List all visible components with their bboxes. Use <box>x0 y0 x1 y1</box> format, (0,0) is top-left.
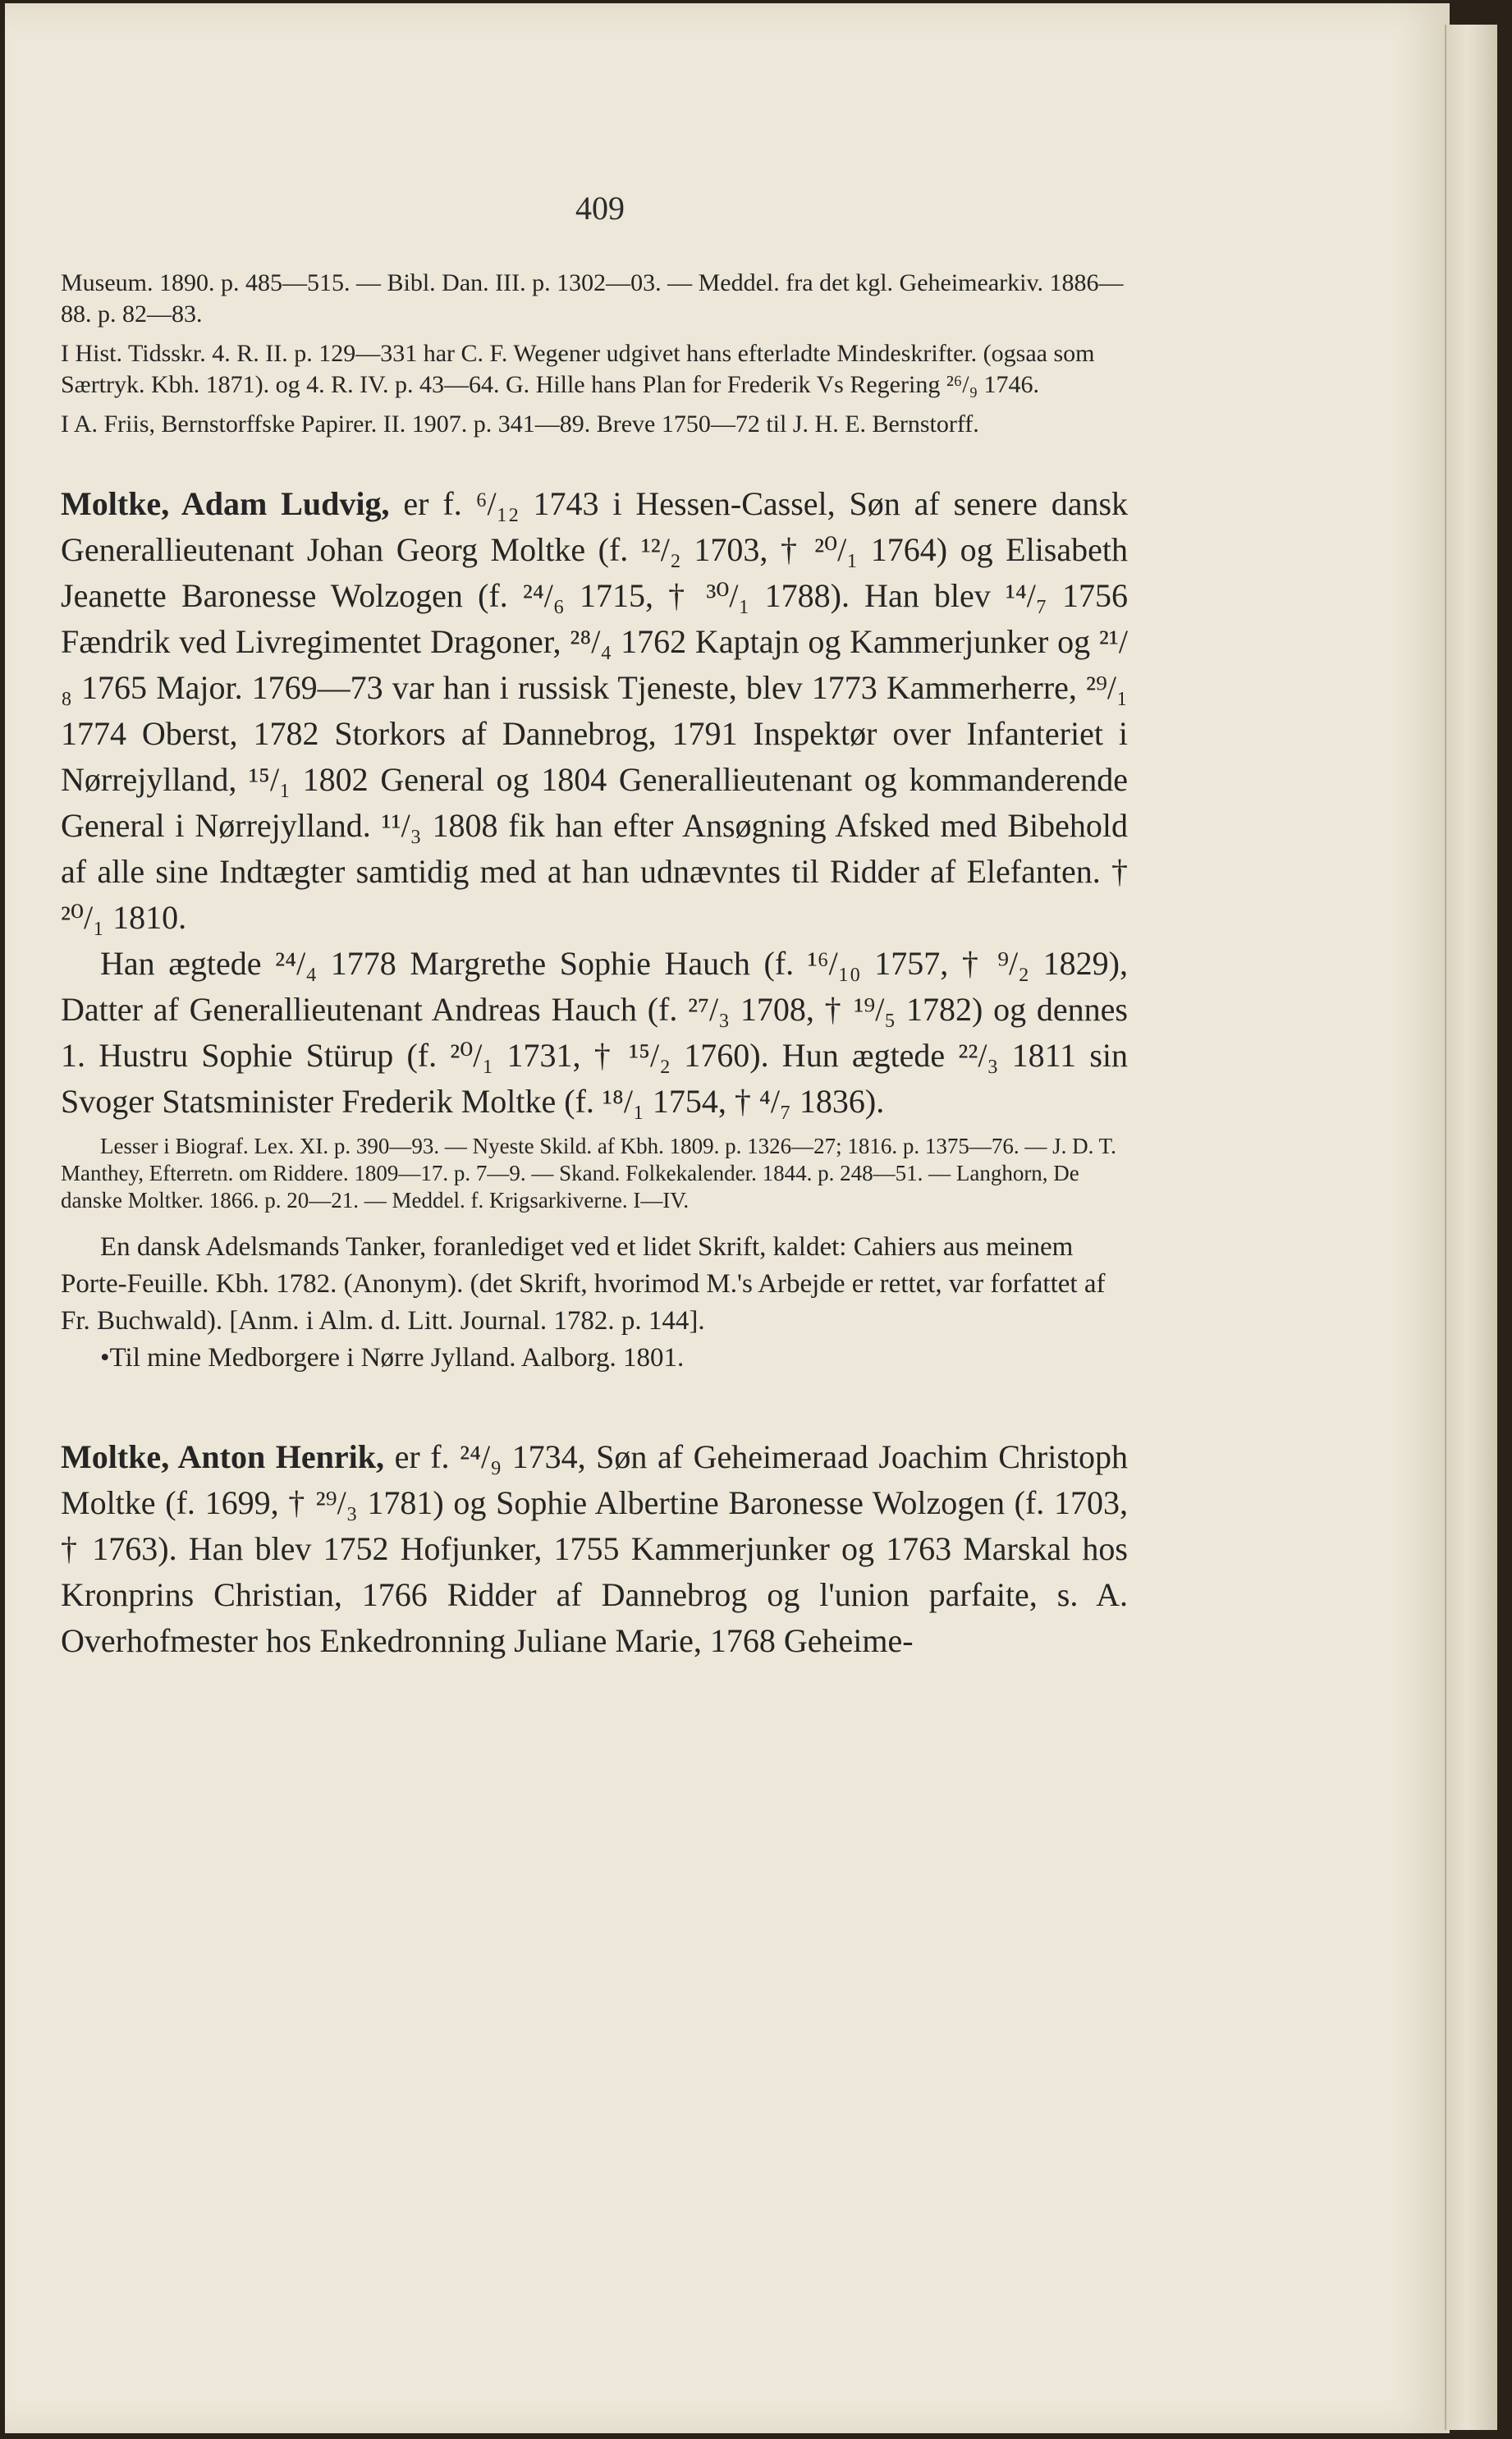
entry-adam-ludvig-bio-text: er f. ⁶/₁₂ 1743 i Hessen-Cassel, Søn af senere dansk Generallieutenant Johan Georg Moltke (f. ¹²/₂ 1703, † ²⁰/₁ 1764) og Elisabeth Jeanette Baronesse Wolzogen (f. ²⁴/₆ 1715, † ³⁰/₁ 1788). Han blev ¹⁴/₇ 1756 Fændrik ved Livregimentet Dragoner, ²⁸/₄ 1762 Kaptajn og Kammerjunker og ²¹/₈ 1765 Major. 1769—73 var han i russisk Tjeneste, blev 1773 Kammerherre, ²⁹/₁ 1774 Oberst, 1782 Storkors af Dannebrog, 1791 Inspektør over Infanteriet i Nørrejylland, ¹⁵/₁ 1802 General og 1804 Generallieutenant og kommanderende General i Nørrejylland. ¹¹/₃ 1808 fik han efter Ansøgning Afsked med Bibehold af alle sine Indtægter samtidig med at han udnævntes til Ridder af Elefanten. † ²⁰/₁ 1810. <box>61 485 1129 936</box>
entry-anton-henrik-name: Moltke, Anton Henrik, <box>61 1438 385 1475</box>
book-page <box>5 3 1450 2433</box>
entry-anton-henrik-bio <box>61 1434 1128 1664</box>
reference-paragraph-1: Museum. 1890. p. 485—515. — Bibl. Dan. III. p. 1302—03. — Meddel. fra det kgl. Geheimearkiv. 1886—88. p. 82—83. <box>61 269 1124 328</box>
page-edge <box>1445 25 1497 2430</box>
entry-adam-ludvig-name: Moltke, Adam Ludvig, <box>61 485 390 522</box>
entry-adam-ludvig-references: Lesser i Biograf. Lex. XI. p. 390—93. — Nyeste Skild. af Kbh. 1809. p. 1326—27; 1816. p. 1375—76. — J. D. T. Manthey, Efterretn. om Riddere. 1809—17. p. 7—9. — Skand. Folkekalender. 1844. p. 248—51. — Langhorn, De danske Moltker. 1866. p. 20—21. — Meddel. f. Krigsarkiverne. I—IV. <box>61 1134 1116 1213</box>
entry-adam-ludvig-work-1: En dansk Adelsmands Tanker, foranlediget ved et lidet Skrift, kaldet: Cahiers aus meinem Porte-Feuille. Kbh. 1782. (Anonym). (det Skrift, hvorimod M.'s Arbejde er rettet, var forfattet af Fr. Buchwald). [Anm. i Alm. d. Litt. Journal. 1782. p. 144]. <box>61 1232 1106 1336</box>
page-content <box>61 268 1128 1664</box>
entry-adam-ludvig-marriage: Han ægtede ²⁴/₄ 1778 Margrethe Sophie Hauch (f. ¹⁶/₁₀ 1757, † ⁹/₂ 1829), Datter af Generallieutenant Andreas Hauch (f. ²⁷/₃ 1708, † ¹⁹/₅ 1782) og dennes 1. Hustru Sophie Stürup (f. ²⁰/₁ 1731, † ¹⁵/₂ 1760). Hun ægtede ²²/₃ 1811 sin Svoger Statsminister Frederik Moltke (f. ¹⁸/₁ 1754, † ⁴/₇ 1836). <box>61 945 1128 1120</box>
entry-anton-henrik-bio-text: er f. ²⁴/₉ 1734, Søn af Geheimeraad Joachim Christoph Moltke (f. 1699, † ²⁹/₃ 1781) og Sophie Albertine Baronesse Wolzogen (f. 1703, † 1763). Han blev 1752 Hofjunker, 1755 Kammerjunker og 1763 Marskal hos Kronprins Christian, 1766 Ridder af Dannebrog og l'union parfaite, s. A. Overhofmester hos Enkedronning Juliane Marie, 1768 Geheime- <box>61 1438 1129 1659</box>
reference-paragraph-2: I Hist. Tidsskr. 4. R. II. p. 129—331 har C. F. Wegener udgivet hans efterladte Mindeskrifter. (ogsaa som Særtryk. Kbh. 1871). og 4. R. IV. p. 43—64. G. Hille hans Plan for Frederik Vs Regering ²⁶/₉ 1746. <box>61 340 1095 398</box>
reference-paragraph-3: I A. Friis, Bernstorffske Papirer. II. 1907. p. 341—89. Breve 1750—72 til J. H. E. Bernstorff. <box>61 410 979 438</box>
page-number: 409 <box>575 190 625 227</box>
entry-adam-ludvig-bio <box>61 481 1128 941</box>
entry-adam-ludvig-work-2: •Til mine Medborgere i Nørre Jylland. Aalborg. 1801. <box>100 1343 685 1373</box>
